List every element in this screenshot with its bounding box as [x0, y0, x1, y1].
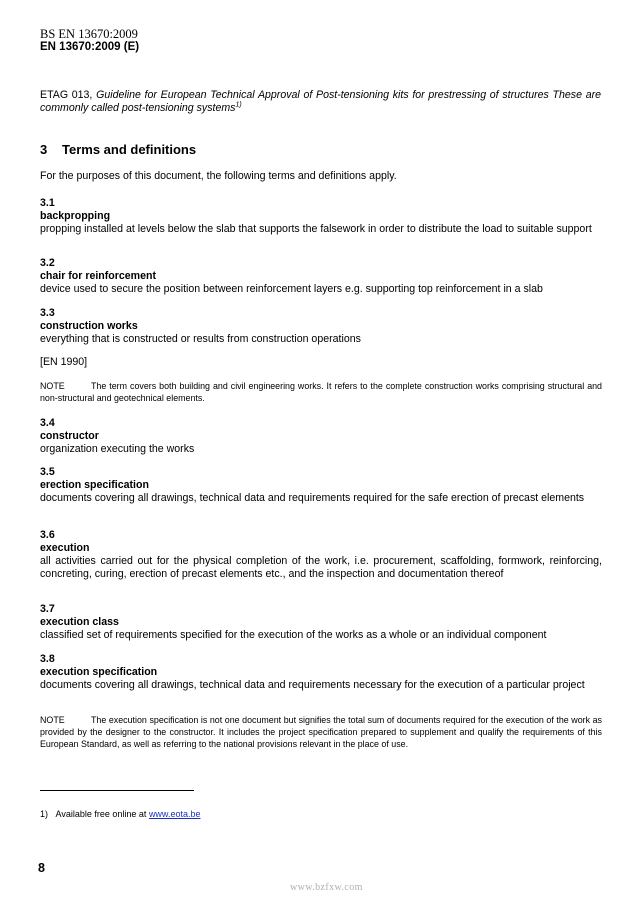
term-number: 3.1	[40, 197, 55, 209]
term-entry	[40, 603, 602, 642]
footnote-marker[interactable]: 1)	[235, 101, 242, 109]
term-note	[40, 381, 602, 405]
term-definition: all activities carried out for the physical completion of the work, i.e. procurement, scaffolding, formwork, reinforcing, concreting, curing, erection of precast elements etc., and the inspection and documentation thereof	[40, 555, 602, 580]
term-note	[40, 715, 602, 750]
term-definition: propping installed at levels below the slab that supports the falsework in order to distribute the load to suitable support	[40, 223, 592, 235]
term-number: 3.7	[40, 603, 55, 615]
note-text: The term covers both building and civil engineering works. It refers to the complete construction works comprising structural and non-structural and geotechnical elements.	[40, 381, 602, 403]
term-definition: documents covering all drawings, technical data and requirements necessary for the execution of a particular project	[40, 679, 585, 691]
note-label: NOTE	[40, 715, 65, 725]
term-entry	[40, 417, 602, 456]
footnote-separator	[40, 790, 194, 791]
note-text: The execution specification is not one document but signifies the total sum of documents required for the execution of the work as provided by the designer to the constructor. It includes the project specification prepared to supplement and qualify the requirements of this European Standard, as well as referring to the national provisions relevant in the place of use.	[40, 715, 602, 749]
header-en-number: EN 13670:2009 (E)	[40, 41, 140, 53]
reference-code: ETAG 013,	[40, 89, 97, 101]
term-entry	[40, 307, 602, 346]
header-bs-number: BS EN 13670:2009	[40, 27, 138, 41]
footnote	[40, 809, 200, 820]
term-name: construction works	[40, 320, 138, 332]
term-name: constructor	[40, 430, 99, 442]
footnote-mark: 1)	[40, 809, 49, 819]
term-definition: classified set of requirements specified for the execution of the works as a whole or an individual component	[40, 629, 547, 641]
term-number: 3.2	[40, 257, 55, 269]
term-entry	[40, 466, 602, 505]
term-entry	[40, 653, 602, 692]
term-name: erection specification	[40, 479, 149, 491]
section-intro: For the purposes of this document, the following terms and definitions apply.	[40, 170, 397, 182]
term-number: 3.6	[40, 529, 55, 541]
term-number: 3.5	[40, 466, 55, 478]
footnote-text: Available free online at	[55, 809, 149, 819]
term-number: 3.8	[40, 653, 55, 665]
term-number: 3.3	[40, 307, 55, 319]
term-definition: documents covering all drawings, technical data and requirements required for the safe erection of precast elements	[40, 492, 585, 504]
term-source: [EN 1990]	[40, 356, 88, 368]
page-number: 8	[38, 861, 45, 875]
note-label: NOTE	[40, 381, 65, 391]
term-name: execution specification	[40, 666, 158, 678]
term-definition: device used to secure the position between reinforcement layers e.g. supporting top reinforcement in a slab	[40, 283, 543, 295]
section-title: Terms and definitions	[62, 142, 197, 157]
term-name: backpropping	[40, 210, 111, 222]
footnote-link[interactable]: www.eota.be	[148, 809, 201, 819]
term-name: execution class	[40, 616, 119, 628]
term-definition: organization executing the works	[40, 443, 195, 455]
term-entry	[40, 197, 602, 236]
section-heading	[40, 142, 196, 158]
term-entry	[40, 529, 602, 581]
term-entry	[40, 257, 602, 296]
normative-reference-etag	[40, 89, 601, 115]
term-name: execution	[40, 542, 90, 554]
watermark: www.bzfxw.com	[290, 882, 363, 893]
term-number: 3.4	[40, 417, 55, 429]
reference-title: Guideline for European Technical Approval of Post-tensioning kits for prestressing of structures These are commonly called post-tensioning systems	[40, 89, 602, 114]
section-number: 3	[40, 142, 48, 157]
term-definition: everything that is constructed or results from construction operations	[40, 333, 361, 345]
term-name: chair for reinforcement	[40, 270, 156, 282]
